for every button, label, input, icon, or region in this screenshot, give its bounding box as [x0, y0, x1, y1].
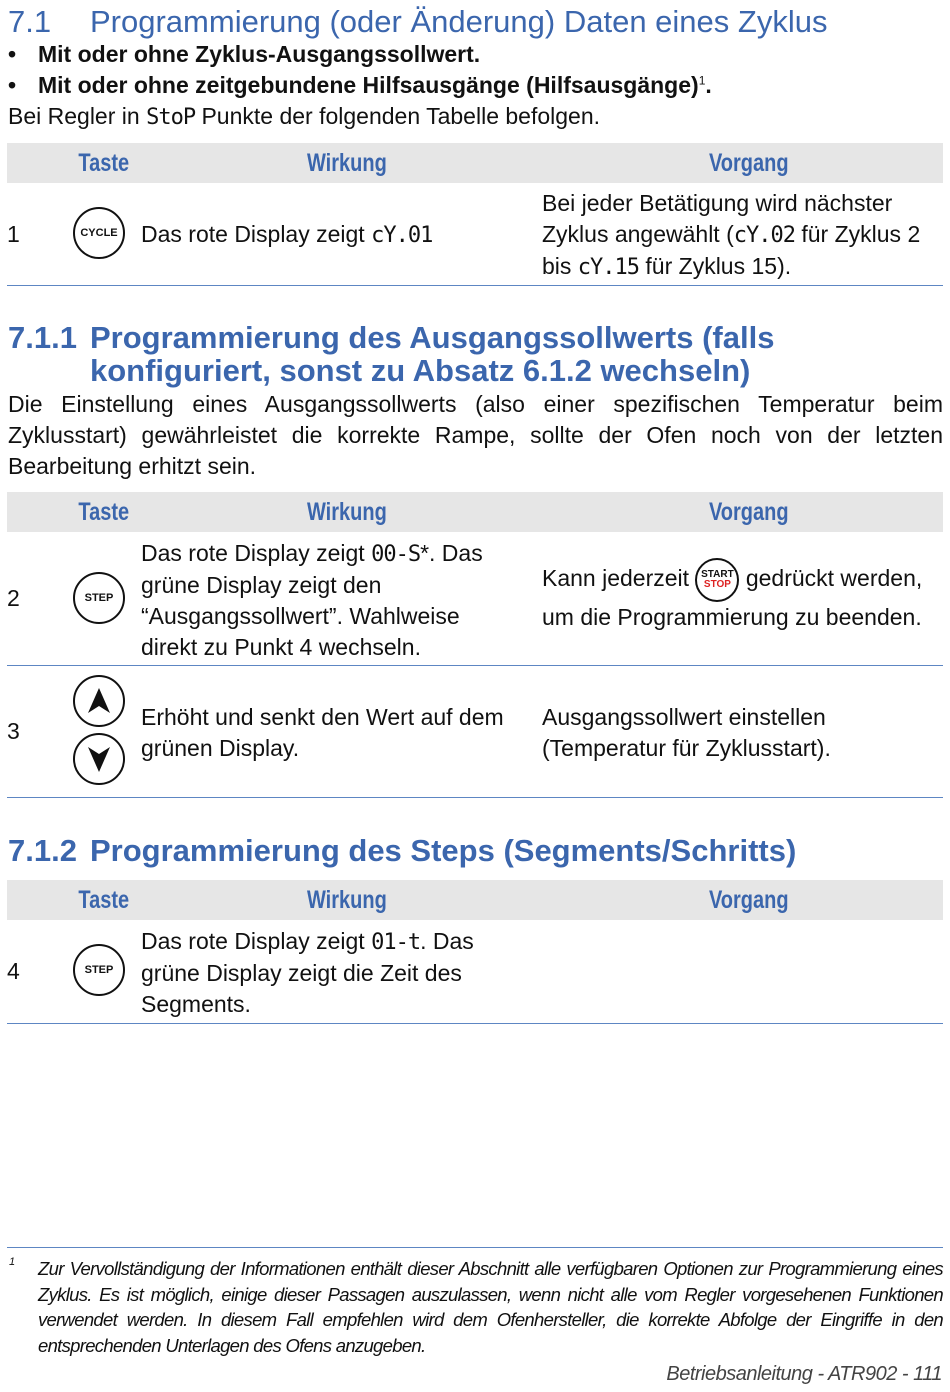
bullet-item: • Mit oder ohne zeitgebundene Hilfsausgänge (Hilfsausgänge)$^1$.: [8, 72, 712, 98]
step-key-icon: STEP: [73, 944, 125, 996]
section-title: 7.1 Programmierung (oder Änderung) Daten eines Zyklus: [8, 4, 828, 39]
table-header: Taste Wirkung Vorgang: [7, 143, 943, 183]
effect-cell: Das rote Display zeigt 01-t. Das grüne Display zeigt die Zeit des Segments.: [141, 928, 474, 1017]
step-key-icon: STEP: [73, 572, 125, 624]
start-stop-key-icon: START STOP: [695, 558, 739, 602]
action-cell: Bei jeder Betätigung wird nächster Zyklus angewählt (cY.02 für Zyklus 2 bis cY.15 für Zyklus 15).: [542, 190, 921, 280]
arrow-down-key-icon: [73, 733, 125, 785]
page-footer: Betriebsanleitung - ATR902 - 111: [666, 1363, 942, 1385]
table-row: 2 STEP Das rote Display zeigt 00-S*. Das grüne Display zeigt den “Ausgangssollwert”. Wahlweise direkt zu Punkt 4 wechseln. Kann jederzeit START STOP gedrückt werden, um die Programmierung zu beenden.: [7, 532, 943, 666]
footnote-text: Zur Vervollständigung der Informationen enthält dieser Abschnitt alle verfügbaren Optionen zur Programmierung eines Zyklus. Es ist möglich, einige dieser Passagen auszulassen, wenn nicht alle vom Regler vorgesehenen Funktionen verwendet werden. In diesem Fall empfehlen wird dem Ofenhersteller, die korrekte Abfolge der Eingriffe in den entsprechenden Unterlagen des Ofens anzugeben.: [38, 1258, 943, 1356]
table-row: 1 CYCLE Das rote Display zeigt cY.01 Bei jeder Betätigung wird nächster Zyklus angewählt (cY.02 für Zyklus 2 bis cY.15 für Zyklus 15).: [7, 183, 943, 286]
table-header: Taste Wirkung Vorgang: [7, 492, 943, 532]
action-cell: Kann jederzeit START STOP gedrückt werden, um die Programmierung zu beenden.: [542, 558, 942, 633]
arrow-up-key-icon: [73, 675, 125, 727]
table-row: 3 Erhöht und senkt den Wert auf dem grünen Display. Ausgangssollwert einstellen (Temperatur für Zyklusstart).: [7, 666, 943, 798]
table-header: Taste Wirkung Vorgang: [7, 880, 943, 920]
action-cell: Ausgangssollwert einstellen (Temperatur für Zyklusstart).: [542, 704, 831, 761]
footnote-mark: 1: [9, 1256, 16, 1268]
table-row: 4 STEP Das rote Display zeigt 01-t. Das grüne Display zeigt die Zeit des Segments.: [7, 920, 943, 1024]
intro-text: Bei Regler in StoP Punkte der folgenden Tabelle befolgen.: [8, 103, 601, 130]
bullet-item: • Mit oder ohne Zyklus-Ausgangssollwert.: [8, 41, 481, 67]
footnote-divider: [7, 1247, 943, 1248]
effect-cell: Erhöht und senkt den Wert auf dem grünen Display.: [141, 704, 504, 761]
effect-cell: Das rote Display zeigt 00-S*. Das grüne Display zeigt den “Ausgangssollwert”. Wahlweise direkt zu Punkt 4 wechseln.: [141, 540, 483, 660]
subsection-title: 7.1.2 Programmierung des Steps (Segments/Schritts): [8, 833, 797, 868]
cycle-key-icon: CYCLE: [73, 207, 125, 259]
effect-cell: Das rote Display zeigt cY.01: [141, 221, 433, 248]
paragraph: Die Einstellung eines Ausgangssollwerts (also einer spezifischen Temperatur beim Zyklusstart) gewährleistet die korrekte Rampe, sollte der Ofen noch von der letzten Bearbeitung erhitzt sein.: [8, 391, 943, 479]
subsection-title: 7.1.1 Programmierung des Ausgangssollwerts (falls konfiguriert, sonst zu Absatz 6.1.2 wechseln): [8, 320, 775, 388]
